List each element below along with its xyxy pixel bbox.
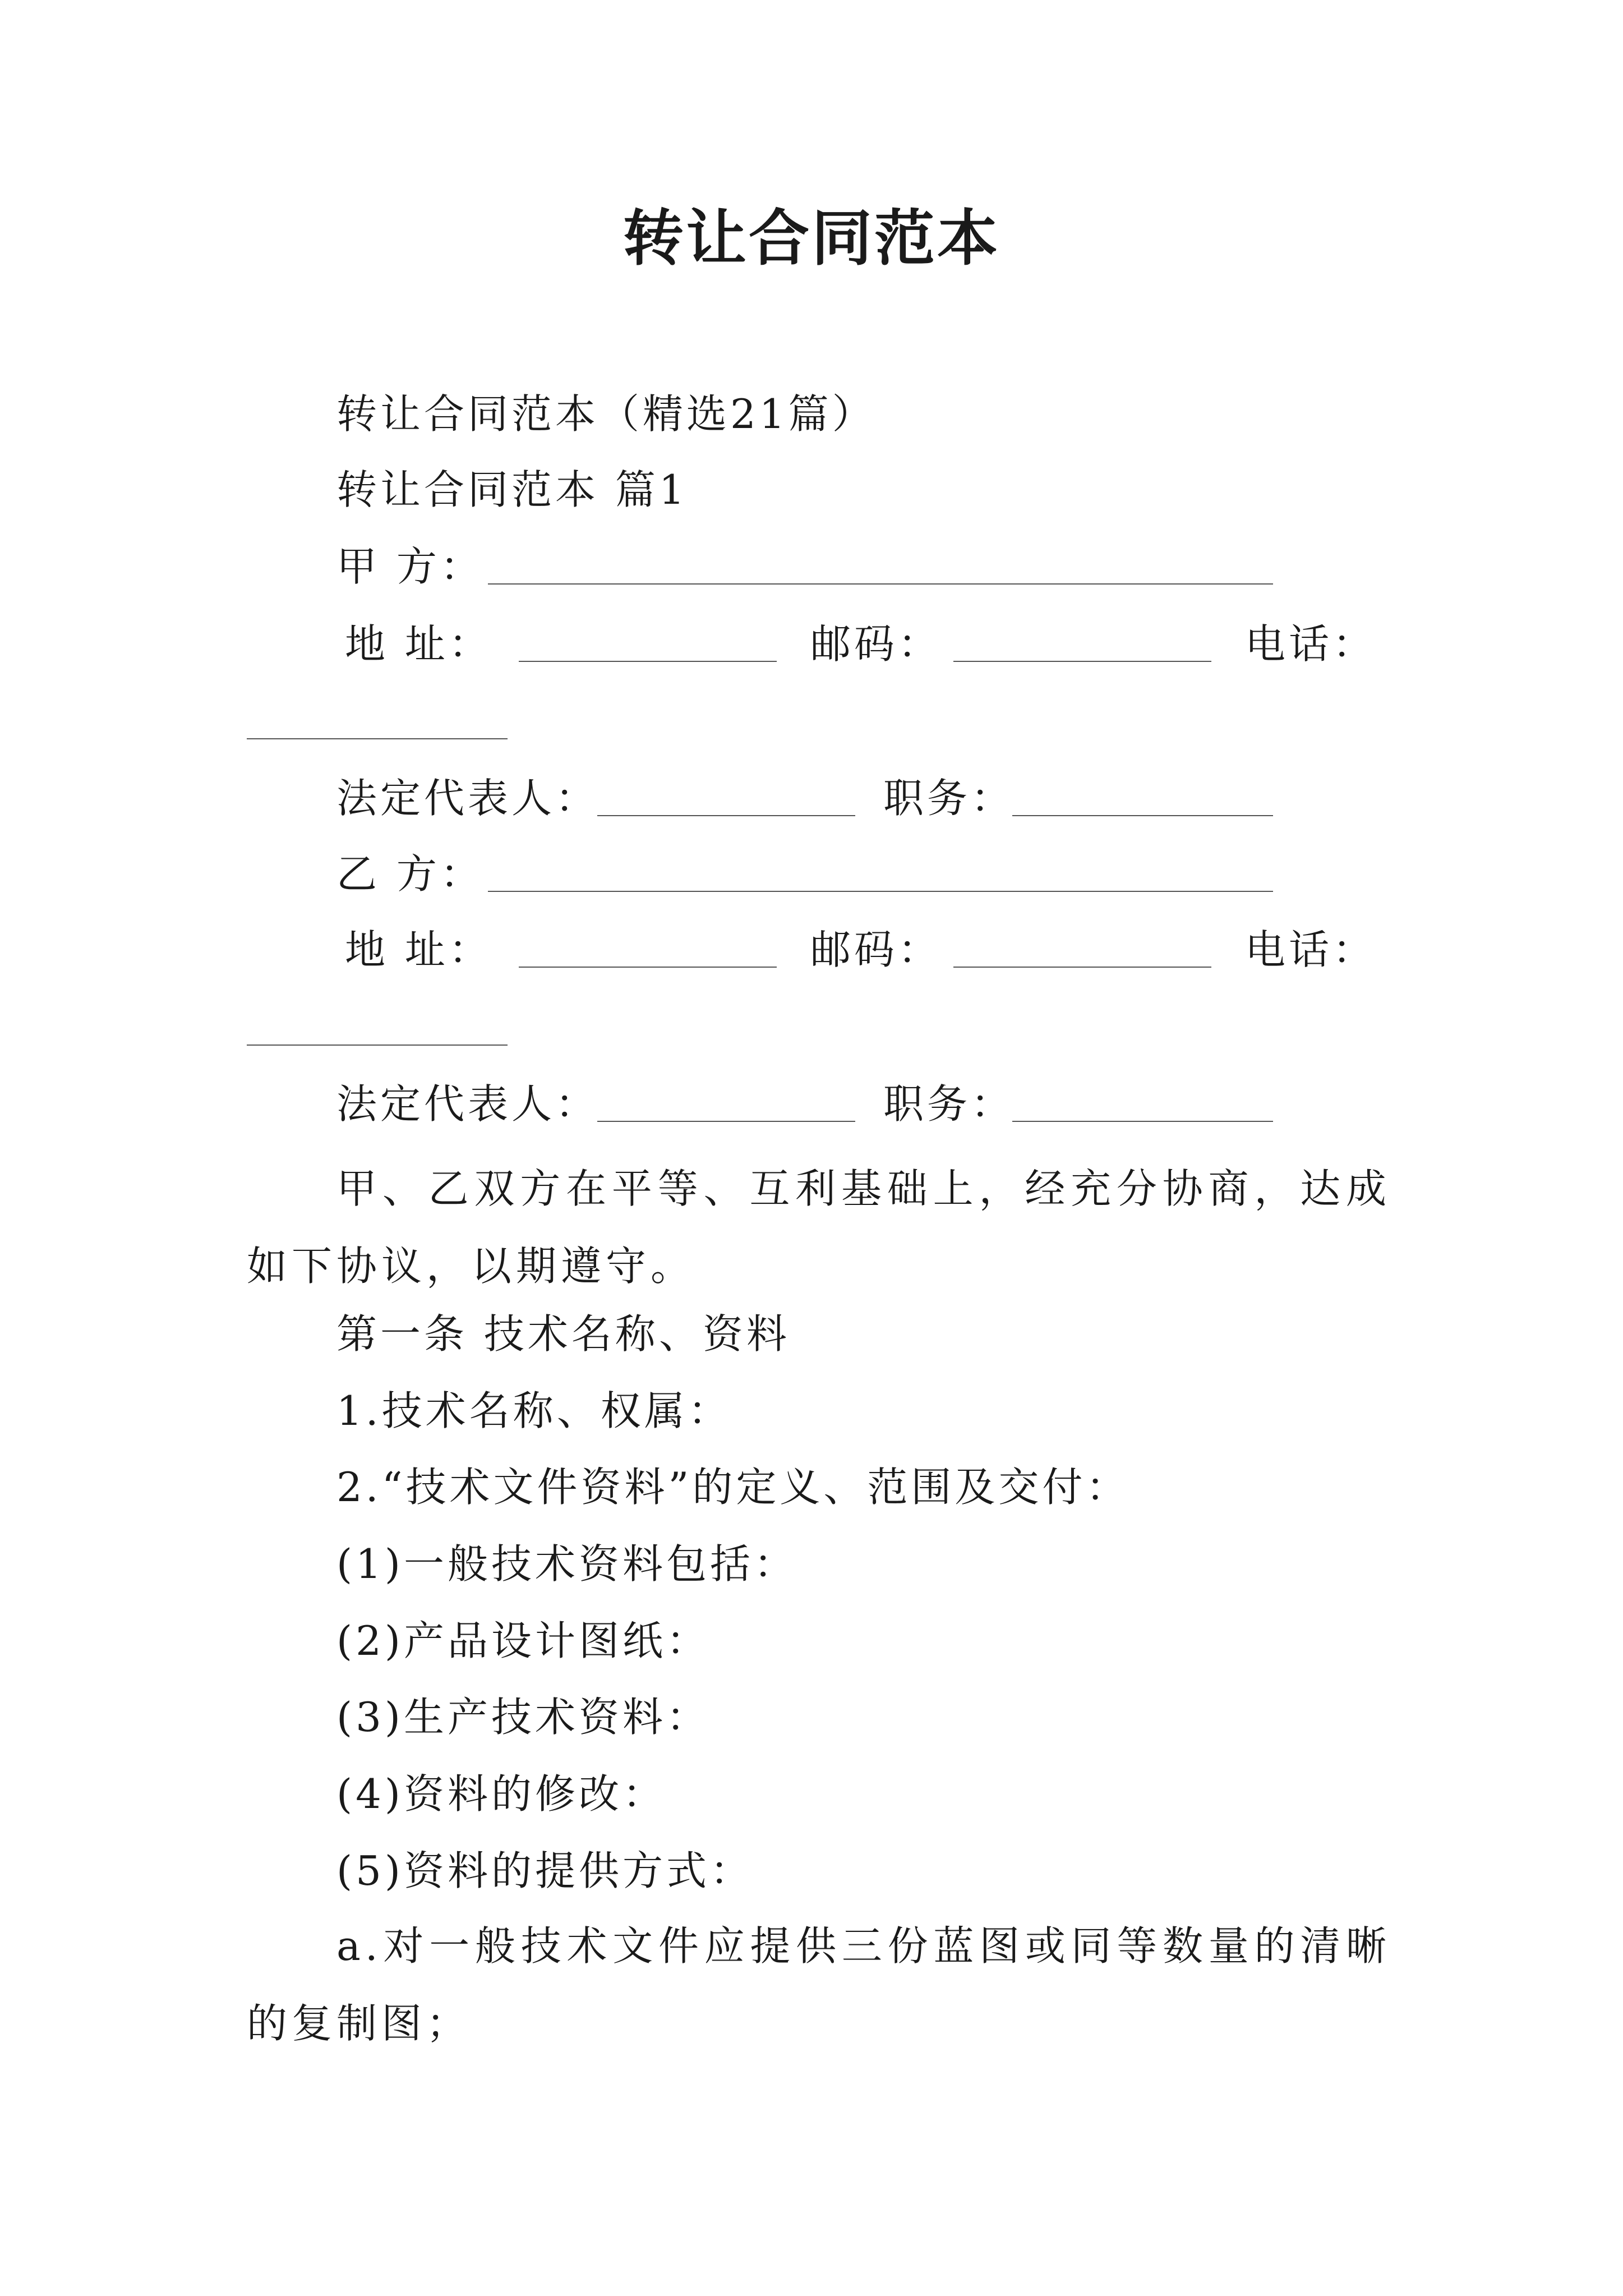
party-b-name-blank[interactable] [488, 891, 1273, 892]
sub-item-3: (3)生产技术资料： [336, 1694, 710, 1741]
item-1: 1.技术名称、权属： [336, 1387, 732, 1434]
party-a-position-label: 职务： [883, 775, 1015, 822]
party-a-rep-label: 法定代表人： [336, 775, 600, 822]
party-b-postcode-blank[interactable] [953, 967, 1211, 968]
intro-paragraph: 甲、乙双方在平等、互利基础上，经充分协商，达成如下协议，以期遵守。 [247, 1165, 1391, 1290]
party-a-rep-blank[interactable] [597, 815, 855, 816]
party-a-name-label: 甲 方： [336, 543, 484, 590]
party-b-rep-label: 法定代表人： [336, 1080, 600, 1128]
item-2: 2.“技术文件资料”的定义、范围及交付： [336, 1464, 1130, 1511]
party-a-position-blank[interactable] [1012, 815, 1273, 816]
party-a-address-label: 地 址： [345, 620, 492, 668]
section-heading: 转让合同范本 篇1 [336, 466, 688, 513]
party-b-rep-blank[interactable] [597, 1121, 855, 1122]
document-subtitle: 转让合同范本（精选21篇） [336, 390, 876, 438]
sub-item-2: (2)产品设计图纸： [336, 1617, 710, 1664]
party-b-phone-blank[interactable] [247, 1045, 508, 1046]
party-a-name-blank[interactable] [488, 583, 1273, 585]
party-a-phone-label: 电话： [1245, 620, 1377, 668]
sub-item-5: (5)资料的提供方式： [336, 1847, 754, 1894]
party-a-postcode-label: 邮码： [810, 620, 942, 668]
sub-item-1: (1)一般技术资料包括： [336, 1540, 797, 1588]
party-a-phone-blank[interactable] [247, 738, 508, 739]
party-b-address-label: 地 址： [345, 926, 492, 973]
party-a-address-blank[interactable] [519, 661, 777, 662]
party-b-phone-label: 电话： [1245, 926, 1377, 973]
party-b-position-blank[interactable] [1012, 1121, 1273, 1122]
item-a-paragraph: a.对一般技术文件应提供三份蓝图或同等数量的清晰的复制图； [247, 1922, 1391, 2047]
sub-item-4: (4)资料的修改： [336, 1770, 666, 1818]
document-title: 转让合同范本 [623, 203, 1000, 274]
article-1-heading: 第一条 技术名称、资料 [336, 1310, 790, 1358]
party-b-address-blank[interactable] [519, 967, 777, 968]
party-b-position-label: 职务： [883, 1080, 1015, 1128]
party-b-postcode-label: 邮码： [810, 926, 942, 973]
party-b-name-label: 乙 方： [336, 850, 484, 898]
party-a-postcode-blank[interactable] [953, 661, 1211, 662]
